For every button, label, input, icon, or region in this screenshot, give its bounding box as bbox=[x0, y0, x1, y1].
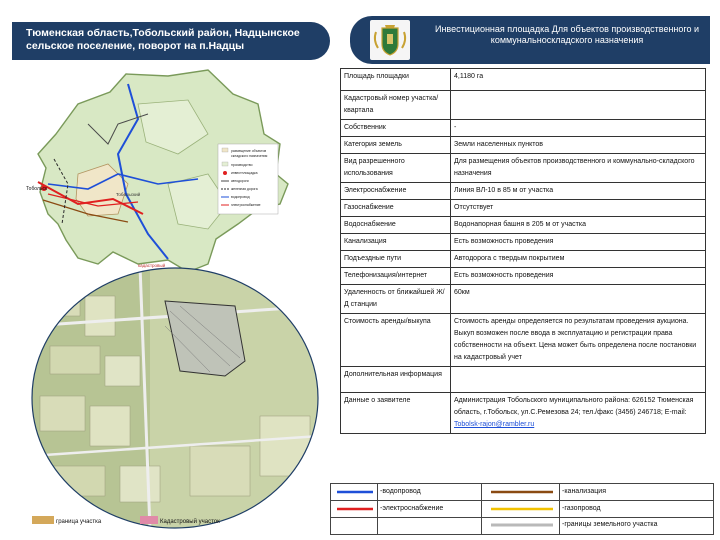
table-row: Категория земель Земли населенных пунктов bbox=[341, 137, 706, 154]
table-row: Удаленность от ближайшей Ж/Д станции 60км bbox=[341, 285, 706, 314]
email-link[interactable]: Tobolsk-rajon@rambler.ru bbox=[454, 421, 535, 428]
table-row: Площадь площадки 4,1180 га bbox=[341, 69, 706, 91]
table-row: Вид разрешенного использования Для размещения объектов производственного и коммунально-складского назначения bbox=[341, 154, 706, 183]
region-map bbox=[18, 64, 320, 274]
table-row: Канализация Есть возможность проведения bbox=[341, 234, 706, 251]
table-row: Данные о заявителе Администрация Тобольского муниципального района: 626152 Тюменская область, г.Тобольск, ул.С.Ремезова 24; тел./факс (3456) 246718; E-mail: Tobolsk-rajon@rambler.ru bbox=[341, 393, 706, 434]
photo-legend-accent: Кадастровый участок bbox=[160, 519, 220, 525]
site-banner bbox=[350, 16, 710, 64]
accent-swatch bbox=[140, 516, 158, 524]
legend-sewer: -канализация bbox=[562, 488, 607, 495]
site-title: Инвестиционная площадка Для объектов производственного и коммунальноскладского назначения bbox=[434, 24, 700, 45]
table-row: Подъездные пути Автодорога с твердым покрытием bbox=[341, 251, 706, 268]
table-row: Газоснабжение Отсутствует bbox=[341, 200, 706, 217]
svg-text:складского назначения: складского назначения bbox=[231, 154, 268, 158]
town-label: Тобольск bbox=[26, 186, 48, 192]
svg-text:размещение объектов: размещение объектов bbox=[231, 149, 267, 153]
table-row: Собственник - bbox=[341, 120, 706, 137]
table-row: Кадастровый номер участка/квартала bbox=[341, 91, 706, 120]
border-swatch bbox=[32, 516, 54, 524]
table-row: Стоимость аренды/выкупа Стоимость аренды определяется по результатам проведения аукциона. Выкуп возможен после ввода в эксплуатацию и регистрации права собственности на объект. Цена может быть определена после постановки на кадастровый учет bbox=[341, 314, 706, 367]
photo-legend-border: граница участка bbox=[56, 519, 102, 525]
table-row: Электроснабжение Линия ВЛ-10 в 85 м от участка bbox=[341, 183, 706, 200]
map-label: кадастровый bbox=[138, 263, 166, 268]
legend-electric: -электроснабжение bbox=[380, 505, 444, 512]
svg-text:железная дорога: железная дорога bbox=[231, 187, 258, 191]
legend-water: -водопровод bbox=[380, 488, 421, 495]
table-row: Дополнительная информация bbox=[341, 367, 706, 393]
map-legend bbox=[218, 144, 278, 214]
site-info-table bbox=[340, 68, 706, 434]
aerial-photo-panel bbox=[30, 266, 320, 530]
svg-text:инвестплощадка: инвестплощадка bbox=[231, 171, 258, 175]
legend-border: -границы земельного участка bbox=[562, 521, 658, 528]
location-title: Тюменская область,Тобольский район, Надцынское сельское поселение, поворот на п.Надцы bbox=[26, 27, 300, 52]
coat-of-arms-icon bbox=[370, 20, 410, 60]
aerial-photo bbox=[30, 266, 320, 530]
svg-text:электроснабжение: электроснабжение bbox=[231, 203, 261, 207]
table-row: Водоснабжение Водонапорная башня в 205 м от участка bbox=[341, 217, 706, 234]
svg-text:производство: производство bbox=[231, 163, 253, 167]
table-row: Телефонизация/интернет Есть возможность проведения bbox=[341, 268, 706, 285]
svg-text:водопровод: водопровод bbox=[231, 195, 250, 199]
svg-text:автодороги: автодороги bbox=[231, 179, 249, 183]
legend-gas: -газопровод bbox=[562, 505, 601, 512]
map-label: Тобольский bbox=[116, 192, 141, 197]
line-legend bbox=[330, 483, 714, 535]
location-banner bbox=[12, 22, 330, 60]
